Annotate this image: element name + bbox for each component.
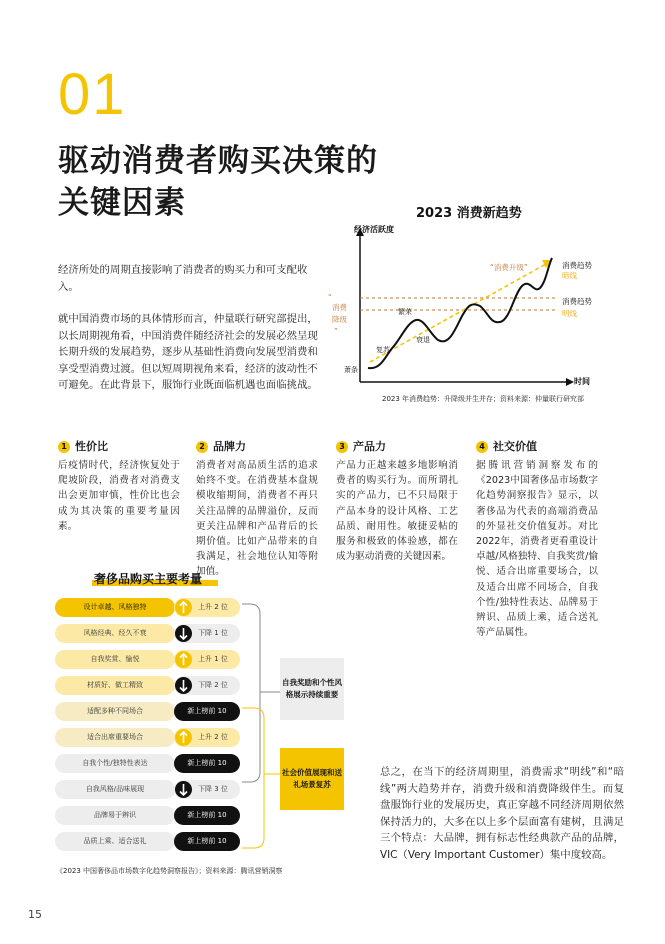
luxury-rank-change: 下降 3 位 (198, 785, 228, 793)
luxury-rank-pill (174, 728, 240, 747)
factor-title-1: 1 性价比 (58, 438, 108, 454)
luxury-rank-change: 新上榜前 10 (187, 811, 227, 819)
intro-paragraph-2: 就中国消费市场的具体情形而言，仲量联行研究部提出，以长周期视角看，中国消费伴随经济社会的发展必然呈现长期升级的发展趋势，逐步从基础性消费向发展型消费和享受型消费过渡。但以短周期视角来看，经济的波动性不可避免。在此背景下，服饰行业既面临机遇也面临挑战。 (58, 313, 318, 391)
luxury-rank-change: 下降 2 位 (198, 681, 228, 689)
phase-label-0: 萧条 (344, 366, 358, 374)
luxury-caption: 《2023 中国奢侈品市场数字化趋势洞察报告》；资料来源：腾讯营销洞察 (56, 867, 283, 875)
luxury-factor: 设计卓越、风格独特 (55, 598, 175, 617)
page-title (58, 140, 388, 224)
x-axis-arrow (566, 378, 574, 386)
section-number: 01 (58, 62, 127, 127)
phase-label-1: 复苏 (376, 346, 390, 354)
luxury-title: 奢侈品购买主要考量 (94, 572, 203, 586)
arrow-down-icon (175, 625, 192, 642)
luxury-rank-pill (174, 806, 240, 825)
factor-text-1: 后疫情时代，经济恢复处于爬坡阶段，消费者对消费支出会更加审慎，性价比也会成为其决策的重要考量因素。 (58, 460, 180, 532)
page-number: 15 (28, 908, 42, 921)
factor-title-3: 3 产品力 (336, 438, 386, 454)
luxury-rank-pill (174, 676, 240, 695)
category-box-2: 社会价值展现和送礼场景复苏 (280, 748, 344, 810)
luxury-factor: 品牌易于辨识 (55, 806, 175, 825)
arrow-up-icon (175, 599, 192, 616)
luxury-brackets (238, 596, 298, 866)
y-axis-label: 经济活跃度 (354, 225, 394, 234)
luxury-rank-change: 上升 2 位 (198, 603, 228, 611)
bracket-2 (242, 708, 264, 848)
luxury-rank-change: 上升 2 位 (198, 733, 228, 741)
trend-dark-title: 消费趋势 (562, 261, 592, 270)
arrow-down-icon (175, 677, 192, 694)
luxury-factor: 自我奖赏、愉悦 (55, 650, 175, 669)
phase-label-3: 衰退 (416, 336, 430, 344)
factor-text-4: 据腾讯营销洞察发布的《2023中国奢侈品市场数字化趋势洞察报告》显示，以奢侈品为代表的高端消费品的外显社交价值复苏。对比2022年，消费者更看重设计卓越/风格独特、自我奖赏/愉悦、适合出席重要场合，以及适合出席不同场合，自我个性/独特性表达、品牌易于辨识、品质上乘，适合送礼等产品属性。 (476, 460, 598, 639)
luxury-rank-pill (174, 650, 240, 669)
trend-light-title: 消费趋势 (562, 297, 592, 306)
luxury-rank-pill (174, 598, 240, 617)
x-axis-label: 时间 (574, 377, 590, 386)
economic-cycle-wave (368, 258, 552, 368)
luxury-factor: 风格经典、经久不衰 (55, 624, 175, 643)
conclusion-paragraph: 总之，在当下的经济周期里，消费需求“明线”和“暗线”两大趋势并存，消费升级和消费降级伴生。而复盘服饰行业的发展历史，真正穿越不同经济周期依然保持活力的，大多在以上多个层面富有建树，且满足三个特点：大品牌，拥有标志性经典款产品的品牌，VIC（Very Important Customer）集中度较高。 (380, 766, 624, 861)
trend-chart (330, 222, 630, 392)
upgrade-label: “消费升级” (490, 263, 528, 272)
factor-text-2: 消费者对高品质生活的追求始终不变。在消费基本盘规模收缩期间，消费者不再只关注品牌的品牌溢价，反而更关注品牌和产品背后的长期价值。比如产品带来的自我满足，社会地位认知等附加值。 (196, 460, 318, 578)
luxury-rank-change: 新上榜前 10 (187, 837, 227, 845)
chart-caption: 2023 年消费趋势：升降级并生并存；资料来源：仲量联行研究部 (382, 395, 585, 403)
luxury-rank-change: 下降 1 位 (198, 629, 228, 637)
factor-number-2: 2 (196, 441, 208, 453)
upgrade-trend-line (370, 264, 546, 362)
factor-number-1: 1 (58, 441, 70, 453)
category-box-1: 自我奖励和个性风格展示持续重要 (280, 658, 344, 720)
intro-paragraph-1: 经济所处的周期直接影响了消费者的购买力和可支配收入。 (58, 264, 308, 293)
arrow-up-icon (175, 729, 192, 746)
arrow-down-icon (175, 781, 192, 798)
phase-label-2: 繁荣 (398, 308, 412, 316)
svg-text:降级: 降级 (332, 315, 347, 324)
luxury-rank-change: 新上榜前 10 (187, 707, 227, 715)
luxury-rank-change: 新上榜前 10 (187, 759, 227, 767)
factor-title-4: 4 社交价值 (476, 438, 537, 454)
bracket-1 (242, 604, 260, 782)
luxury-rank-pill (174, 624, 240, 643)
luxury-factor: 适合出席重要场合 (55, 728, 175, 747)
page-title-line1: 驱动消费者购买决策的 (58, 143, 378, 179)
trend-light-sub: 明线 (562, 309, 577, 318)
luxury-rank-pill (174, 780, 240, 799)
luxury-factor: 自我个性/独特性表达 (55, 754, 175, 773)
factor-number-4: 4 (476, 441, 488, 453)
factor-number-3: 3 (336, 441, 348, 453)
luxury-factor: 材质好、做工精致 (55, 676, 175, 695)
luxury-factor: 适配多种不同场合 (55, 702, 175, 721)
chart-title: 2023 消费新趋势 (416, 206, 522, 221)
trend-dark-sub: 暗线 (562, 271, 577, 280)
svg-text:”: ” (334, 327, 338, 336)
page-title-line2: 关键因素 (58, 185, 186, 221)
arrow-up-icon (175, 651, 192, 668)
factor-text-3: 产品力正越来越多地影响消费者的购买行为。而所谓扎实的产品力，已不只局限于产品本身的设计风格、工艺品质、耐用性。敏捷妥帖的服务和极致的体验感，都在成为驱动消费的关键因素。 (336, 460, 458, 563)
luxury-factor: 品质上乘、适合送礼 (55, 832, 175, 851)
luxury-rank-pill (174, 754, 240, 773)
luxury-rank-pill (174, 702, 240, 721)
factor-title-2: 2 品牌力 (196, 438, 246, 454)
luxury-rank-pill (174, 832, 240, 851)
luxury-factor: 自我风格/品味展现 (55, 780, 175, 799)
svg-text:“: “ (328, 293, 332, 302)
luxury-rank-change: 上升 1 位 (198, 655, 228, 663)
svg-text:消费: 消费 (332, 303, 347, 312)
